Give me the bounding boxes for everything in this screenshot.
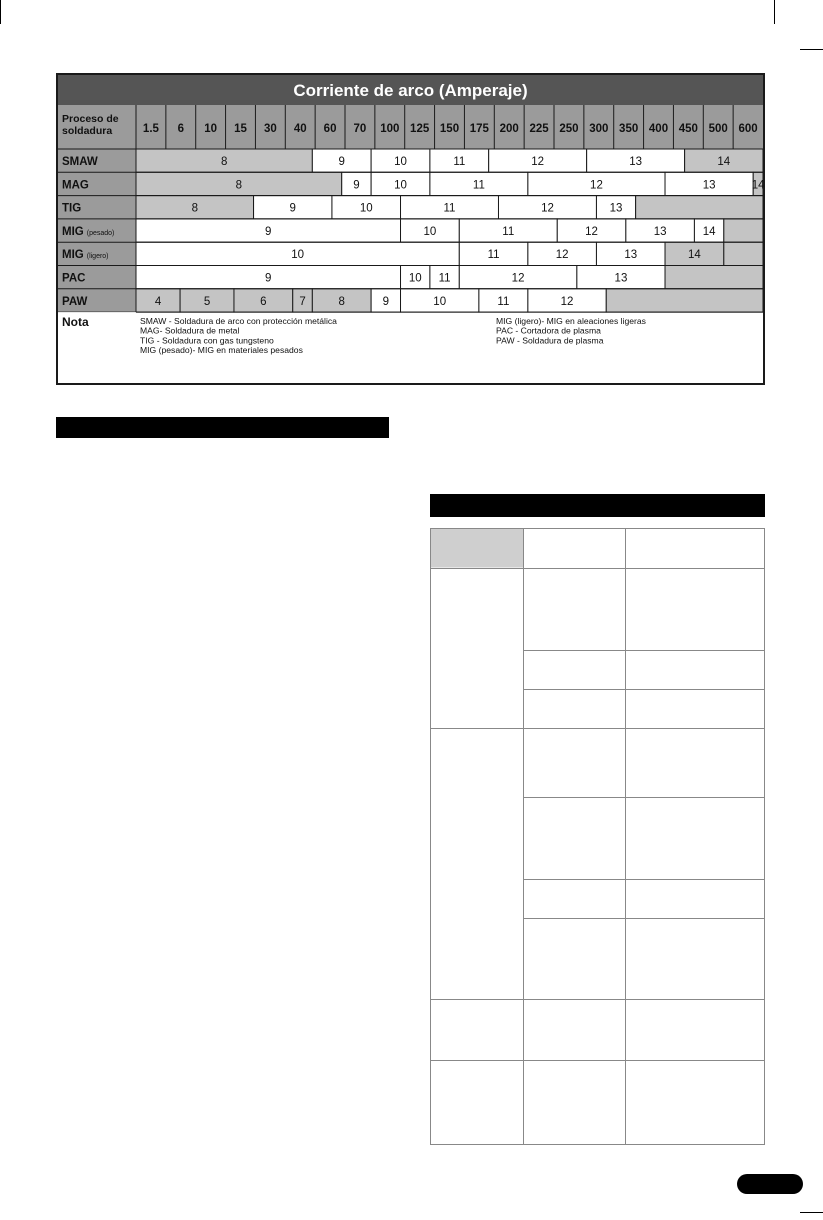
shade-value: 6 — [260, 295, 267, 308]
shade-table — [56, 73, 765, 385]
amp-label: 6 — [177, 123, 184, 135]
process-label: MIG (ligero) — [62, 249, 109, 262]
shade-cell — [665, 266, 763, 289]
section-heading-bar-right — [430, 494, 765, 517]
amp-label: 10 — [204, 123, 218, 135]
shade-value: 10 — [394, 156, 407, 168]
shade-value: 11 — [443, 202, 456, 215]
note-text-left: MIG (pesado)- MIG en materiales pesados — [140, 344, 303, 355]
shade-value: 5 — [203, 295, 211, 308]
shade-value: 13 — [624, 249, 638, 262]
amp-label: 60 — [323, 123, 337, 135]
shade-value: 9 — [382, 295, 390, 308]
process-label: SMAW — [62, 156, 98, 168]
process-label: PAW — [62, 295, 88, 308]
amp-label: 250 — [559, 123, 579, 135]
shade-table-graphic — [58, 75, 763, 383]
shade-value: 10 — [394, 179, 407, 192]
page-number-badge — [737, 1174, 803, 1194]
shade-value: 12 — [590, 179, 603, 192]
shade-value: 9 — [265, 272, 272, 285]
shade-value: 12 — [511, 272, 525, 285]
shade-value: 8 — [191, 202, 198, 215]
shade-value: 9 — [289, 202, 296, 215]
amp-label: 200 — [499, 123, 519, 135]
process-label: MAG — [62, 179, 89, 192]
table-title: Corriente de arco (Amperaje) — [293, 81, 528, 100]
crop-mark-right-bottom — [800, 1212, 823, 1213]
info-table — [430, 528, 765, 1145]
shade-value: 11 — [502, 225, 515, 238]
shade-value: 8 — [220, 156, 228, 168]
shade-value: 8 — [235, 179, 243, 192]
crop-mark-right-top — [800, 49, 823, 50]
shade-value: 7 — [299, 295, 306, 308]
note-text-right: MIG (ligero)- MIG en aleaciones ligeras — [496, 316, 646, 327]
note-text-left: TIG - Soldadura con gas tungsteno — [140, 335, 274, 346]
shade-value: 12 — [541, 202, 554, 215]
shade-value: 10 — [359, 202, 373, 215]
shade-value: 10 — [408, 272, 422, 285]
note-text-left: MAG- Soldadura de metal — [140, 325, 240, 336]
amp-label: 225 — [529, 123, 549, 135]
shade-value: 10 — [433, 295, 447, 308]
process-header-line2: soldadura — [62, 125, 113, 137]
shade-value: 12 — [585, 225, 598, 238]
process-label-suffix: (ligero) — [86, 253, 109, 261]
shade-value: 14 — [688, 249, 701, 262]
shade-value: 11 — [453, 156, 466, 168]
shade-value: 11 — [497, 295, 510, 308]
info-table-grid — [430, 528, 765, 1145]
shade-value: 12 — [531, 156, 545, 168]
amp-label: 40 — [293, 123, 307, 135]
shade-cell — [606, 289, 763, 312]
process-label: TIG — [62, 202, 82, 215]
shade-value: 4 — [154, 295, 162, 308]
amp-label: 450 — [678, 123, 698, 135]
shade-value: 14 — [751, 179, 765, 192]
amp-label: 150 — [439, 123, 460, 135]
shade-cell — [724, 242, 763, 265]
note-text-right: PAC - Cortadora de plasma — [496, 325, 601, 336]
info-table-header-cell — [431, 529, 524, 568]
shade-value: 12 — [560, 295, 574, 308]
note-text-right: PAW - Soldadura de plasma — [496, 335, 604, 346]
process-label: MIG (pesado) — [62, 225, 115, 238]
amp-label: 400 — [648, 123, 669, 135]
shade-value: 10 — [423, 225, 437, 238]
note-text-left: SMAW - Soldadura de arco con protección metálica — [140, 316, 337, 327]
process-header-line1: Proceso de — [62, 113, 119, 125]
amp-label: 70 — [353, 123, 367, 135]
amp-label: 125 — [410, 123, 430, 135]
shade-value: 11 — [487, 249, 500, 262]
crop-mark-top-right — [774, 0, 775, 24]
shade-value: 13 — [702, 179, 716, 192]
amp-label: 350 — [619, 123, 639, 135]
amp-label: 175 — [469, 123, 489, 135]
amp-label: 30 — [263, 123, 277, 135]
shade-value: 14 — [717, 156, 731, 168]
amp-label: 100 — [380, 123, 400, 135]
shade-value: 13 — [609, 202, 623, 215]
shade-value: 11 — [472, 179, 485, 192]
process-label-suffix: (pesado) — [86, 229, 115, 237]
amp-label: 300 — [589, 123, 609, 135]
shade-value: 13 — [614, 272, 628, 285]
shade-value: 13 — [629, 156, 643, 168]
amp-label: 1.5 — [142, 123, 159, 135]
shade-value: 14 — [702, 225, 716, 238]
amp-label: 15 — [234, 123, 247, 135]
shade-value: 8 — [338, 295, 345, 308]
shade-value: 9 — [353, 179, 360, 192]
shade-value: 11 — [438, 272, 451, 285]
amp-label: 600 — [738, 123, 758, 135]
shade-cell — [724, 219, 763, 242]
shade-value: 13 — [653, 225, 667, 238]
section-heading-bar-left — [56, 417, 389, 438]
shade-value: 9 — [338, 156, 345, 168]
note-label: Nota — [62, 315, 89, 330]
shade-cell — [636, 196, 763, 219]
shade-value: 9 — [265, 225, 272, 238]
amp-label: 500 — [708, 123, 728, 135]
crop-mark-top-left — [0, 0, 1, 24]
process-label: PAC — [62, 272, 86, 285]
shade-value: 10 — [291, 249, 305, 262]
shade-value: 12 — [555, 249, 569, 262]
